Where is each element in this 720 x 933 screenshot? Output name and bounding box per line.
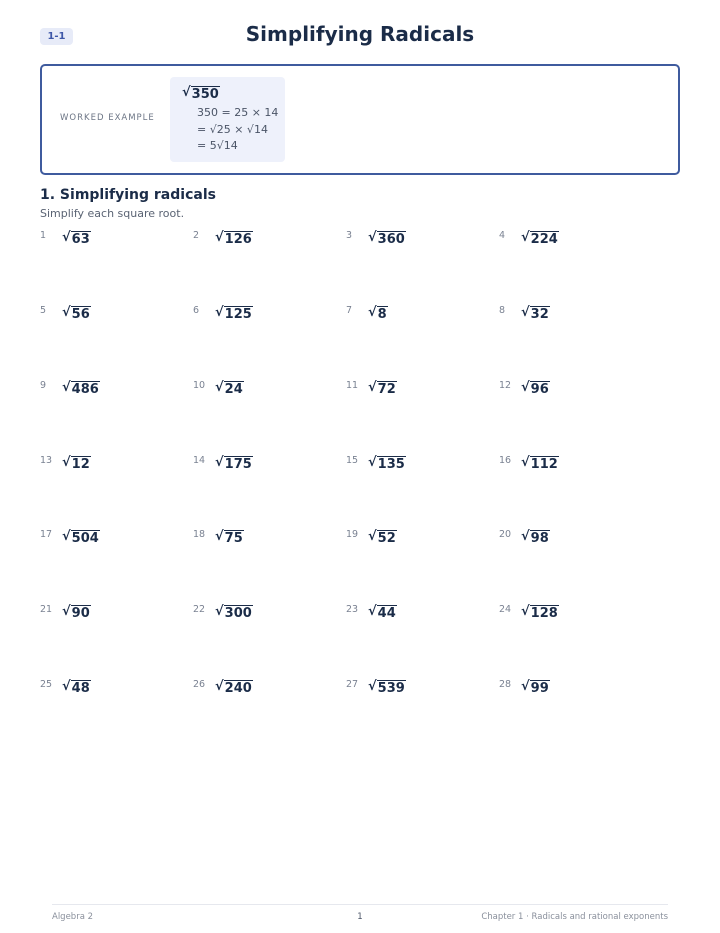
problem-radicand: 44	[377, 606, 396, 621]
radical-icon: √	[215, 679, 224, 694]
problem-radical	[215, 679, 253, 696]
problem-radicand: 135	[377, 457, 405, 472]
problem-number: 18	[193, 529, 206, 540]
radical-icon: √	[62, 604, 71, 619]
radical-icon: √	[215, 455, 224, 470]
problem-item	[193, 529, 343, 553]
radical-icon: √	[521, 455, 530, 470]
problem-radical	[368, 604, 397, 621]
radical-icon: √	[368, 529, 377, 544]
radical-icon: √	[215, 230, 224, 245]
worked-example-radicand: 350	[191, 87, 219, 102]
lesson-badge: 1-1	[40, 28, 73, 45]
problem-radicand: 112	[530, 457, 558, 472]
problem-radical	[62, 230, 91, 247]
radical-icon: √	[521, 529, 530, 544]
problem-radicand: 63	[71, 232, 90, 247]
section-instruction: Simplify each square root.	[40, 207, 185, 220]
problem-radical	[368, 380, 397, 397]
problem-item	[40, 679, 190, 703]
problem-item	[193, 455, 343, 479]
problem-radical	[215, 604, 253, 621]
problem-radicand: 48	[71, 681, 90, 696]
problem-item	[40, 380, 190, 404]
radical-icon: √	[368, 604, 377, 619]
problem-item	[40, 604, 190, 628]
problem-item	[499, 380, 649, 404]
radical-icon: √	[62, 679, 71, 694]
problem-number: 10	[193, 380, 206, 391]
problem-radical	[521, 305, 550, 322]
problem-item	[40, 230, 190, 254]
radical-icon: √	[62, 529, 71, 544]
problem-radical	[62, 604, 91, 621]
problem-radical	[215, 230, 253, 247]
problem-radical	[521, 604, 559, 621]
problem-number: 27	[346, 679, 359, 690]
problem-number: 23	[346, 604, 359, 615]
radical-icon: √	[215, 380, 224, 395]
problem-radical	[368, 529, 397, 546]
problem-radical	[62, 380, 100, 397]
worked-example-step: = √25 × √14	[197, 123, 268, 136]
page-title: Simplifying Radicals	[245, 22, 475, 46]
problem-radical	[62, 529, 100, 546]
radical-icon: √	[182, 85, 191, 100]
problem-number: 17	[40, 529, 53, 540]
problem-number: 28	[499, 679, 512, 690]
problem-number: 4	[499, 230, 506, 241]
problem-radical	[368, 455, 406, 472]
problem-radicand: 96	[530, 382, 549, 397]
radical-icon: √	[521, 604, 530, 619]
problem-item	[346, 679, 496, 703]
problem-radical	[62, 679, 91, 696]
problem-number: 6	[193, 305, 200, 316]
radical-icon: √	[368, 679, 377, 694]
problem-number: 9	[40, 380, 47, 391]
problem-number: 13	[40, 455, 53, 466]
problem-radical	[521, 380, 550, 397]
problem-radical	[215, 305, 253, 322]
problem-radicand: 98	[530, 531, 549, 546]
problem-radicand: 300	[224, 606, 252, 621]
problem-item	[40, 305, 190, 329]
problem-item	[40, 529, 190, 553]
problem-item	[193, 604, 343, 628]
problem-number: 26	[193, 679, 206, 690]
radical-icon: √	[521, 230, 530, 245]
worked-example-step: 350 = 25 × 14	[197, 106, 279, 119]
radical-icon: √	[62, 230, 71, 245]
problem-radical	[215, 529, 244, 546]
problem-number: 20	[499, 529, 512, 540]
radical-icon: √	[521, 380, 530, 395]
problem-number: 11	[346, 380, 359, 391]
problem-number: 8	[499, 305, 506, 316]
problem-number: 15	[346, 455, 359, 466]
problem-number: 19	[346, 529, 359, 540]
problem-number: 22	[193, 604, 206, 615]
problem-number: 7	[346, 305, 353, 316]
problem-item	[193, 230, 343, 254]
problem-item	[499, 679, 649, 703]
problem-item	[193, 305, 343, 329]
radical-icon: √	[368, 305, 377, 320]
problem-radicand: 240	[224, 681, 252, 696]
problem-radicand: 128	[530, 606, 558, 621]
problem-number: 21	[40, 604, 53, 615]
section-heading: 1. Simplifying radicals	[40, 187, 216, 203]
problem-radicand: 360	[377, 232, 405, 247]
problem-radicand: 504	[71, 531, 99, 546]
worked-example-step: = 5√14	[197, 139, 238, 152]
problem-radical	[215, 455, 253, 472]
problem-radicand: 24	[224, 382, 243, 397]
problem-radicand: 175	[224, 457, 252, 472]
radical-icon: √	[368, 380, 377, 395]
problem-radicand: 125	[224, 307, 252, 322]
problem-item	[499, 455, 649, 479]
problem-radical	[521, 529, 550, 546]
problem-radicand: 486	[71, 382, 99, 397]
radical-icon: √	[521, 305, 530, 320]
problem-item	[346, 230, 496, 254]
problem-radicand: 99	[530, 681, 549, 696]
problem-number: 14	[193, 455, 206, 466]
problem-radicand: 12	[71, 457, 90, 472]
problem-number: 12	[499, 380, 512, 391]
worked-example-problem	[182, 85, 220, 102]
problem-item	[193, 380, 343, 404]
problem-item	[499, 604, 649, 628]
problem-radicand: 72	[377, 382, 396, 397]
problem-radicand: 56	[71, 307, 90, 322]
problem-item	[499, 230, 649, 254]
problem-radicand: 52	[377, 531, 396, 546]
radical-icon: √	[368, 455, 377, 470]
problem-radical	[62, 455, 91, 472]
problem-radicand: 32	[530, 307, 549, 322]
problem-item	[499, 529, 649, 553]
problem-number: 3	[346, 230, 353, 241]
problem-item	[40, 455, 190, 479]
problem-number: 2	[193, 230, 200, 241]
radical-icon: √	[215, 305, 224, 320]
problem-item	[346, 455, 496, 479]
problem-radical	[62, 305, 91, 322]
problem-radical	[368, 230, 406, 247]
problem-number: 5	[40, 305, 47, 316]
problem-number: 1	[40, 230, 47, 241]
problem-number: 24	[499, 604, 512, 615]
problem-radicand: 8	[377, 307, 387, 322]
problem-item	[346, 305, 496, 329]
footer-course: Algebra 2	[52, 912, 94, 922]
radical-icon: √	[62, 305, 71, 320]
radical-icon: √	[62, 380, 71, 395]
problem-radicand: 126	[224, 232, 252, 247]
problem-radicand: 539	[377, 681, 405, 696]
problem-radical	[521, 455, 559, 472]
problem-radical	[521, 230, 559, 247]
problem-item	[499, 305, 649, 329]
worked-example-box	[40, 64, 680, 175]
problem-radical	[368, 305, 388, 322]
problem-radicand: 224	[530, 232, 558, 247]
problem-radical	[521, 679, 550, 696]
radical-icon: √	[521, 679, 530, 694]
footer-chapter: Chapter 1 · Radicals and rational exponents	[481, 912, 668, 922]
worked-example-card	[170, 77, 285, 162]
problem-item	[346, 380, 496, 404]
worked-example-label: WORKED EXAMPLE	[60, 113, 155, 123]
radical-icon: √	[215, 604, 224, 619]
problem-number: 25	[40, 679, 53, 690]
problem-radical	[368, 679, 406, 696]
problem-item	[193, 679, 343, 703]
problem-radicand: 90	[71, 606, 90, 621]
problem-item	[346, 604, 496, 628]
problem-number: 16	[499, 455, 512, 466]
radical-icon: √	[215, 529, 224, 544]
problem-item	[346, 529, 496, 553]
footer-page-number: 1	[357, 912, 363, 922]
radical-icon: √	[62, 455, 71, 470]
radical-icon: √	[368, 230, 377, 245]
footer-divider	[52, 904, 668, 905]
problem-radicand: 75	[224, 531, 243, 546]
problem-radical	[215, 380, 244, 397]
